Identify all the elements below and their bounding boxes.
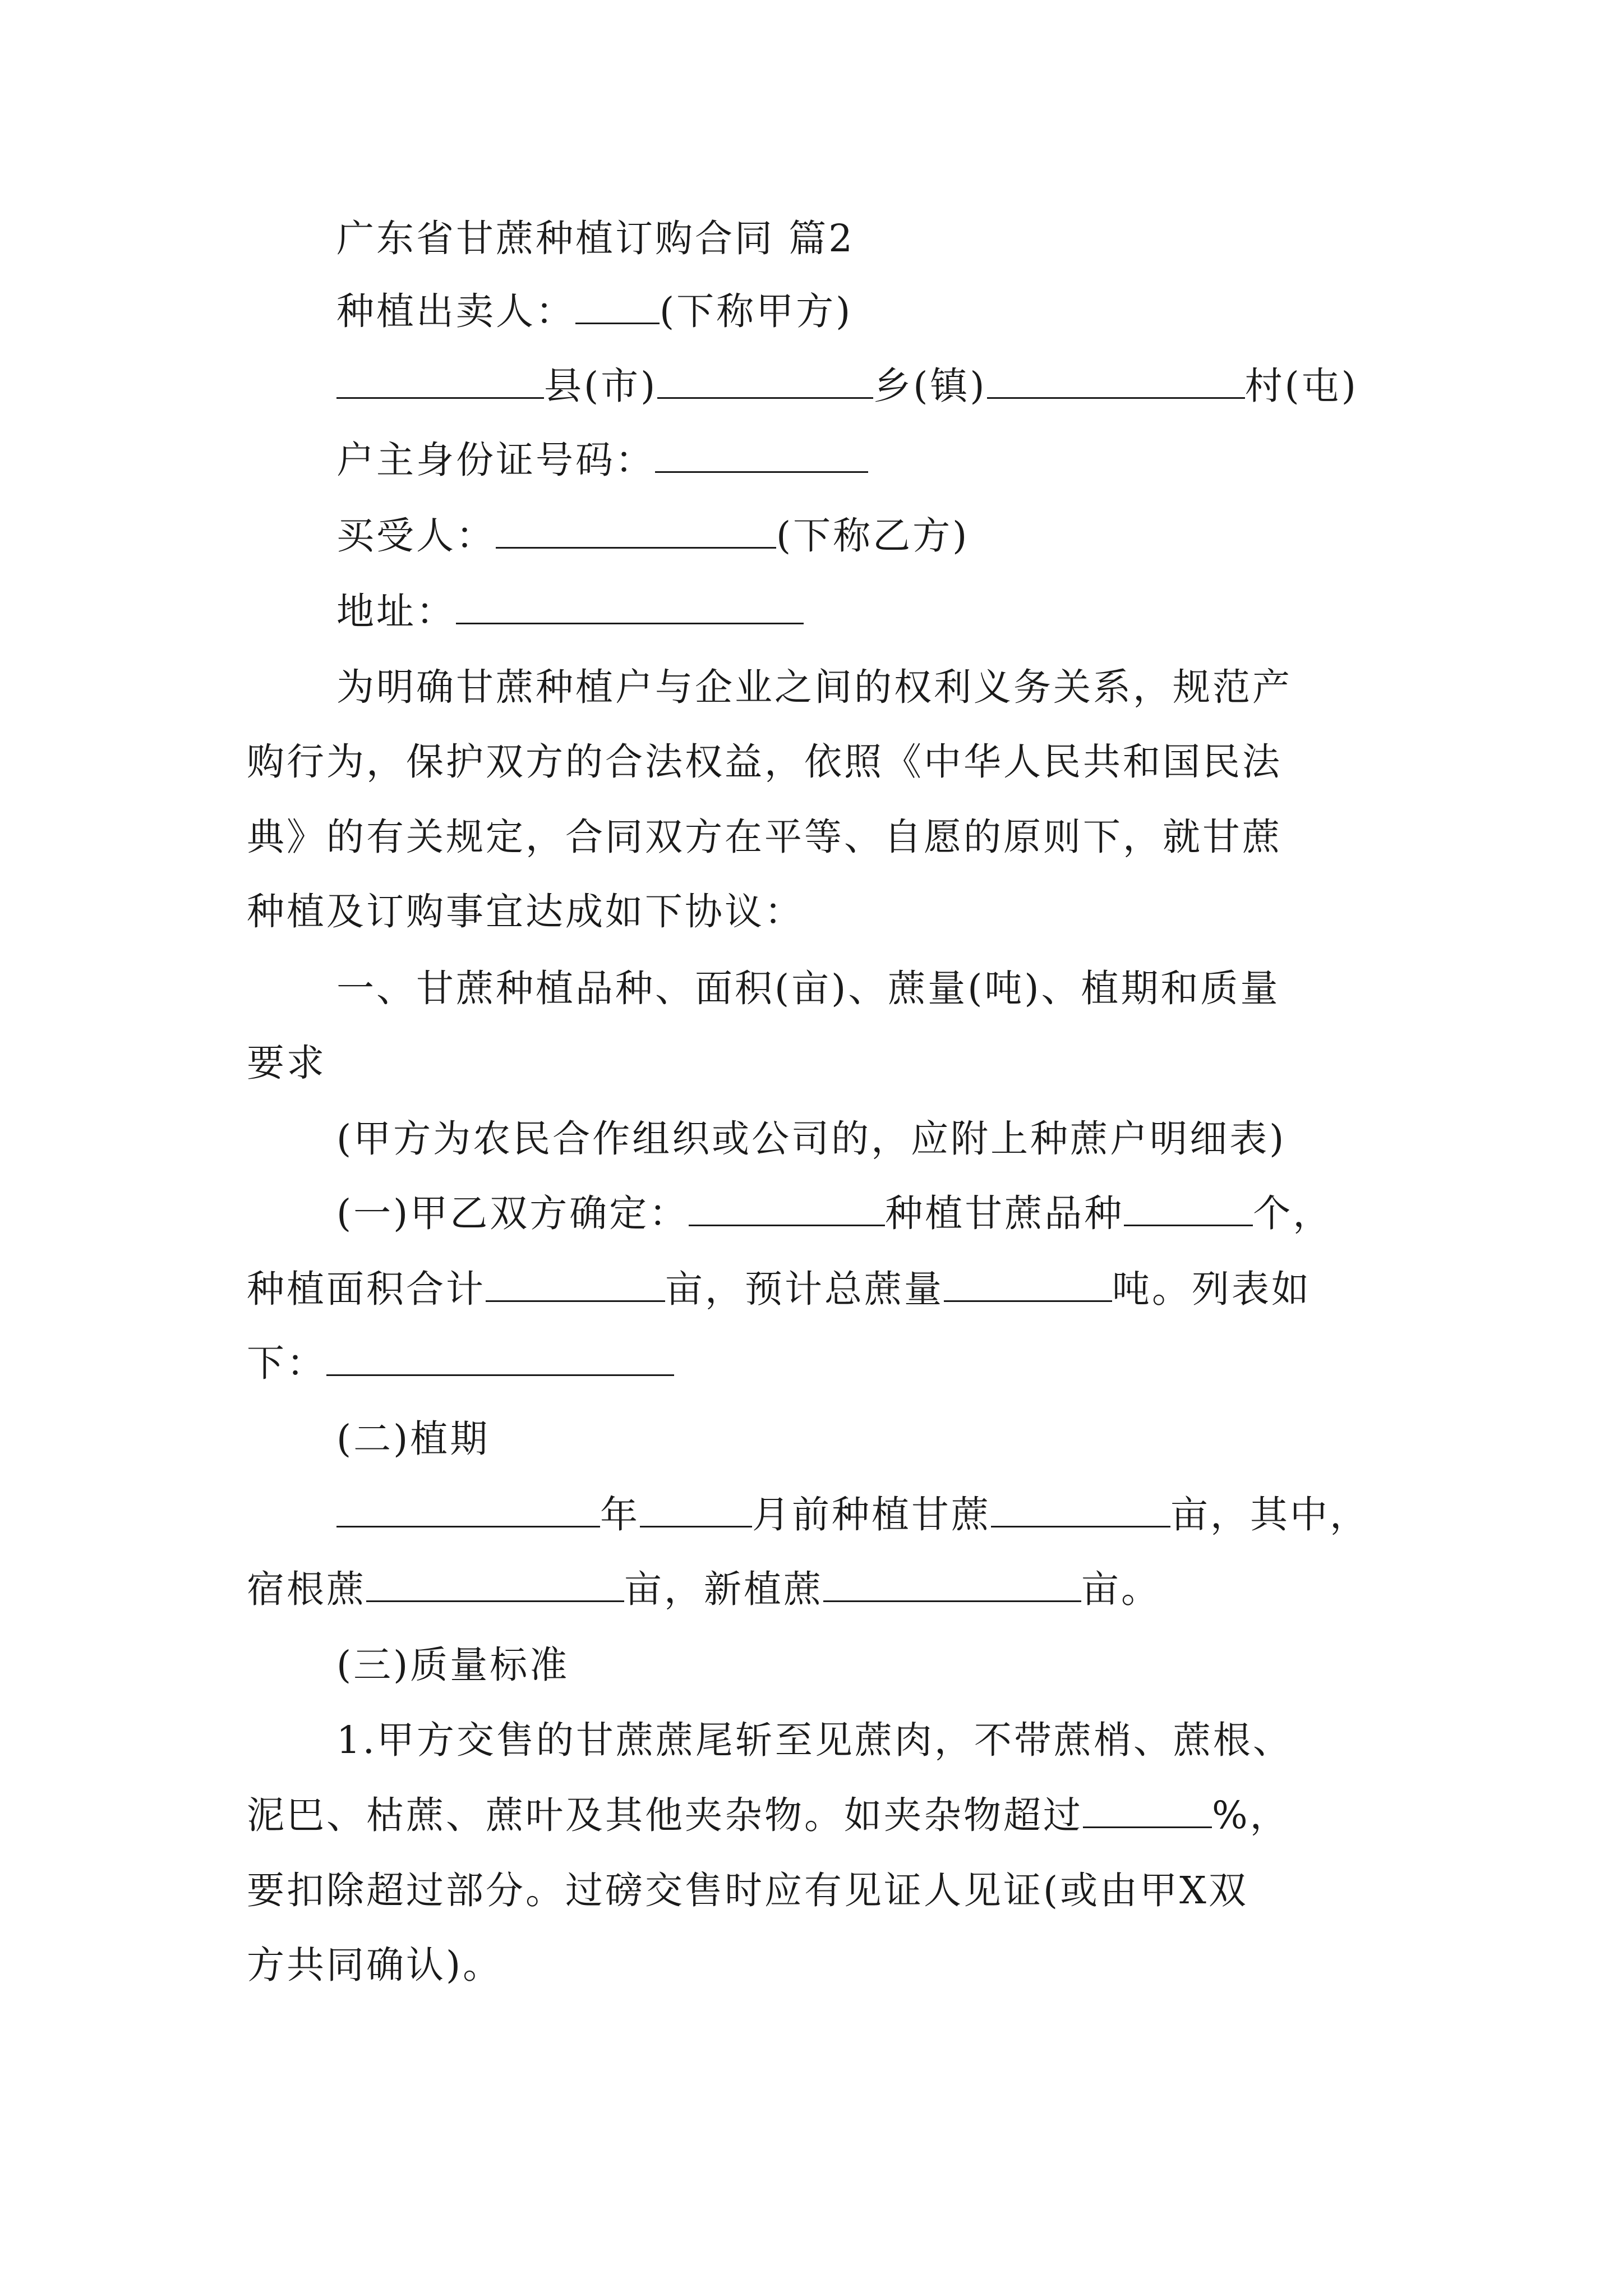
variety-count-blank bbox=[1124, 1191, 1253, 1226]
buyer-line: 买受人： (下称乙方) bbox=[336, 514, 970, 558]
id-number-line: 户主身份证号码： bbox=[336, 438, 868, 482]
section1-heading-cont: 要求 bbox=[247, 1041, 326, 1085]
party-blank bbox=[689, 1191, 885, 1226]
item3-line-2: 泥巴、枯蔗、蔗叶及其他夹杂物。如夹杂物超过 %， bbox=[247, 1793, 1290, 1837]
new-planting-area-blank bbox=[823, 1567, 1081, 1602]
document-title: 广东省甘蔗种植订购合同 篇2 bbox=[336, 217, 855, 260]
address-blank bbox=[456, 589, 804, 624]
buyer-blank bbox=[496, 513, 776, 549]
planting-area-blank bbox=[991, 1492, 1170, 1527]
seller-blank bbox=[575, 289, 660, 324]
address-line: 地址： bbox=[336, 589, 804, 634]
item3-line-4: 方共同确认)。 bbox=[247, 1943, 503, 1987]
item1-line-3: 下： bbox=[247, 1341, 674, 1386]
item3-line-3: 要扣除超过部分。过磅交售时应有见证人见证(或由甲X双 bbox=[247, 1869, 1248, 1912]
township-blank bbox=[657, 364, 873, 399]
seller-line: 种植出卖人： (下称甲方) bbox=[336, 289, 853, 333]
area-blank bbox=[486, 1267, 665, 1302]
id-number-blank bbox=[655, 438, 868, 473]
preamble-line-1: 为明确甘蔗种植户与企业之间的权利义务关系，规范产 bbox=[336, 665, 1292, 709]
month-blank bbox=[640, 1492, 752, 1527]
tonnage-blank bbox=[944, 1267, 1112, 1302]
list-blank bbox=[326, 1341, 674, 1376]
village-blank bbox=[987, 364, 1245, 399]
ratoon-area-blank bbox=[366, 1567, 624, 1602]
county-blank bbox=[336, 364, 544, 399]
item2-line-1: 年 月前种植甘蔗 亩，其中， bbox=[336, 1492, 1370, 1537]
preamble-line-4: 种植及订购事宜达成如下协议： bbox=[247, 890, 804, 933]
year-blank bbox=[336, 1492, 600, 1527]
item3-line-1: 1.甲方交售的甘蔗蔗尾斩至见蔗肉，不带蔗梢、蔗根、 bbox=[336, 1718, 1293, 1762]
section1-heading: 一、甘蔗种植品种、面积(亩)、蔗量(吨)、植期和质量 bbox=[336, 967, 1280, 1010]
section1-note: (甲方为农民合作组织或公司的，应附上种蔗户明细表) bbox=[336, 1117, 1287, 1161]
item1-line-1: (一)甲乙双方确定： 种植甘蔗品种 个， bbox=[336, 1191, 1333, 1235]
impurity-percent-blank bbox=[1083, 1793, 1212, 1828]
preamble-line-3: 典》的有关规定，合同双方在平等、自愿的原则下，就甘蔗 bbox=[247, 815, 1282, 859]
item1-line-2: 种植面积合计 亩，预计总蔗量 吨。列表如 bbox=[247, 1267, 1311, 1311]
preamble-line-2: 购行为，保护双方的合法权益，依照《中华人民共和国民法 bbox=[247, 740, 1282, 784]
item2-line-2: 宿根蔗 亩，新植蔗 亩。 bbox=[247, 1567, 1161, 1611]
address-county-line: 县(市) 乡(镇) 村(屯) bbox=[336, 364, 1358, 408]
item3-heading: (三)质量标准 bbox=[336, 1643, 570, 1687]
item2-heading: (二)植期 bbox=[336, 1417, 490, 1461]
